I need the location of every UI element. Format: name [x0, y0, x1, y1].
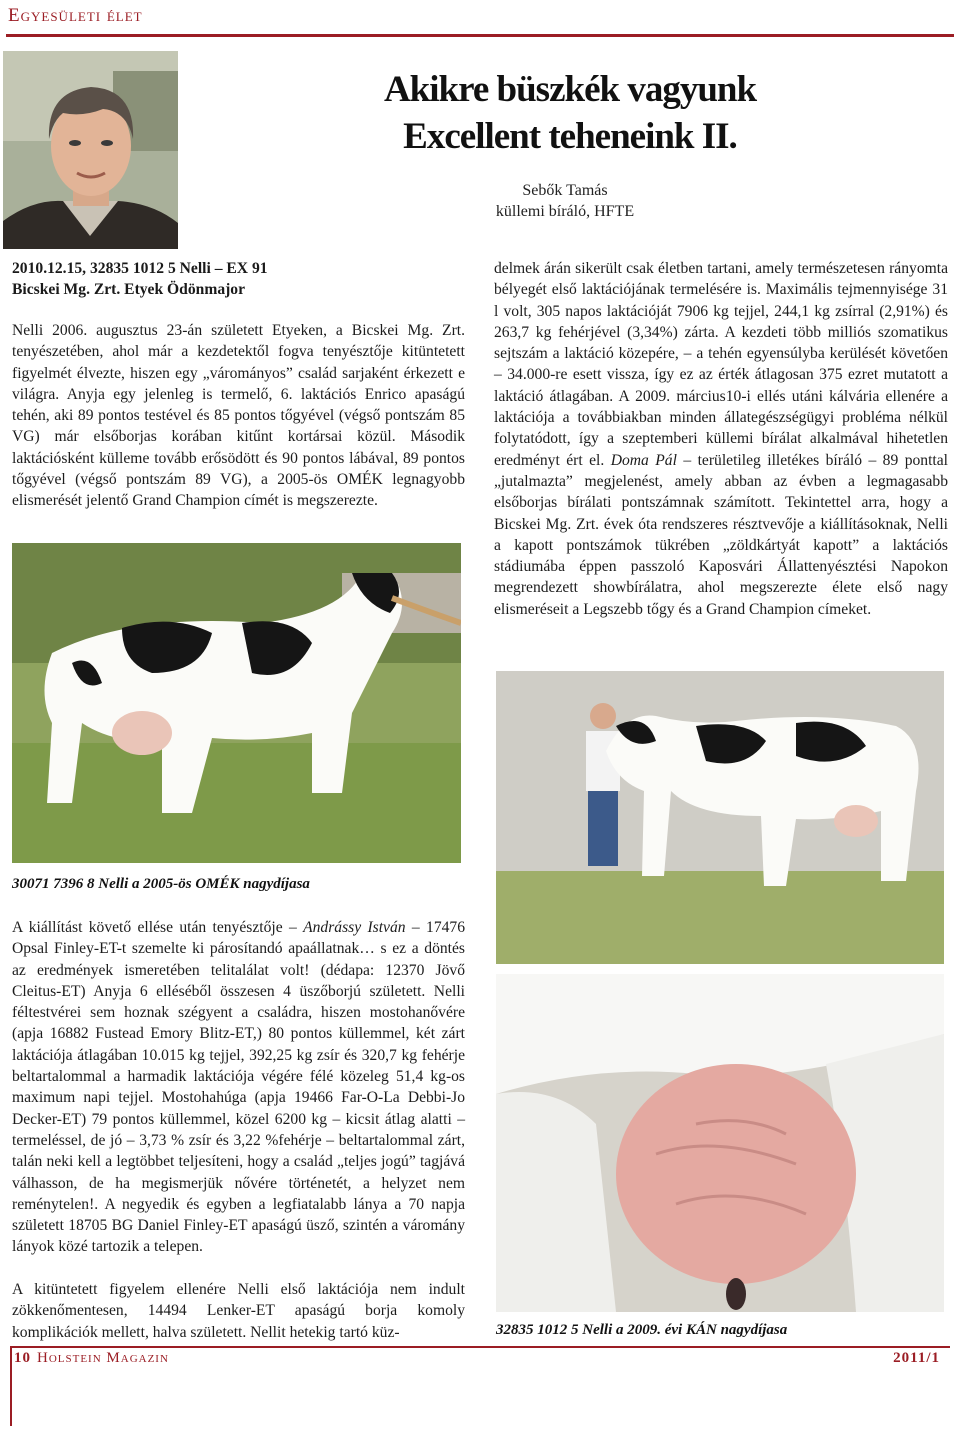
right-paragraph-1-part2: – területileg illetékes bíráló – 89 ponttal „jutalmazta” megjelenést, amely abban az évben a legmagasabb elsőborjas bírálati pontszámnak számított. Tekintettel arra, hogy a Bicskei Mg. Zrt. évek óta rendszeres résztvevője a kiállításoknak, Nelli a kapott pontszámok tükrében „zöldkártyát kapott” a laktációs stádiumába éppen passzoló Kaposvári Állattenyésztési Napokon megrendezett showbírálatra, ahol megszerezte élete első nagy elismeréseit a Legszebb tőgy és a Grand Champion címeket. — [494, 451, 949, 618]
cow-heading-line2: Bicskei Mg. Zrt. Etyek Ödönmajor — [12, 281, 246, 298]
caption-left-photo: 30071 7396 8 Nelli a 2005-ös OMÉK nagydíjasa — [12, 876, 310, 892]
right-paragraph-1 — [494, 258, 948, 620]
cow-heading-line1: 2010.12.15, 32835 1012 5 Nelli – EX 91 — [12, 260, 268, 277]
author-role: küllemi bíráló, HFTE — [495, 203, 635, 220]
left-paragraph-2-part2: – 17476 Opsal Finley-ET-t szemelte ki párosítandó apaállatnak… s ez a döntés az eredmények ismeretében telitalálat volt! (dédapa: 12370 Jövő Cleitus-ET) Anyja 6 elléséből összesen 4 üszőborjú született. Nelli féltestvérei sem hoznak szégyent a családra, hiszen mostohanővére (apja 16882 Fustead Emory Blitz-ET,) 80 pontos küllemmel, két zárt laktációja átlagában 10.015 kg tejjel, 392,25 kg zsír és 320,7 kg fehérje beltartalommal a harmadik laktációja végére félé közeleg 51,4 kg-os maximum napi tejjel. Mostohahúga (apja 19466 Far-O-La Debbi-Jo Decker-ET) 79 pontos küllemmel, közel 6200 kg – kicsit átlag alatti – termeléssel, de jó – 3,73 % zsír és 3,22 %fehérje – beltartalommal zárt, talán neki kell a legtöbbet teljesíteni, hogy a család „teljes jogú” tagjává válhasson, de ha megismerjük nővére történetét, a helyzet nem reménytelen!. A negyedik és egyben a legfiatalabb lánya a 70 napja született 18705 BG Daniel Finley-ET apaságú üsző, szintén a váromány lányok közé tartozik a telepen. — [12, 919, 466, 1256]
cow-photo-2005 — [12, 543, 461, 863]
magazine-name: Holstein Magazin — [37, 1350, 169, 1366]
left-paragraph-2 — [12, 917, 465, 1258]
breeder-name: Andrássy István — [303, 919, 406, 936]
header-rule — [6, 34, 954, 37]
judge-name: Doma Pál — [610, 451, 677, 469]
caption-right-photo: 32835 1012 5 Nelli a 2009. évi KÁN nagydíjasa — [496, 1322, 788, 1338]
article-title-line2: Excellent teheneink II. — [403, 116, 737, 157]
udder-closeup-photo — [496, 974, 944, 1312]
left-paragraph-2-part1: A kiállítást követő ellése után tenyésztője – — [12, 919, 304, 936]
author-name: Sebők Tamás — [522, 182, 608, 199]
left-paragraph-1: Nelli 2006. augusztus 23-án született Etyeken, a Bicskei Mg. Zrt. tenyészetében, ahol már a kezdetektől fogva tenyésztője kitüntetett figyelmét élvezte, hiszen egy „várományos” család sarjaként érkezett e világra. Anyja egy jelenleg is termelő, 6. laktációs Enrico apaságú tehén, aki 89 pontos testével és 85 pontos tőgyével (végső pontszám 85 VG) már elsőborjas korában kitűnt kortársai közül. Második laktációsként külleme tovább erősödött és 90 pontos lábával, 89 pontos tőgyével (végső pontszám 89 VG), a 2005-ös OMÉK legnagyobb elismerését jelentő Grand Champion címét is megszerezte. — [12, 322, 465, 510]
author-portrait-photo — [3, 51, 178, 249]
article-title-line1: Akikre büszkék vagyunk — [383, 69, 757, 110]
section-title: Egyesületi élet — [8, 5, 143, 26]
cow-photo-2009 — [496, 671, 944, 964]
right-paragraph-1-part1: delmek árán sikerült csak életben tartani, amely természetesen rányomta bélyegét első laktációjának termelésére is. Maximális tejmennyisége 31 l volt, 305 napos laktációját 7906 kg tejjel, 244,1 kg zsírral (2,91%) és 263,7 kg fehérjével (3,34%) zárta. A kezdeti több milliós szomatikus sejtszám a laktáció közepére, – a tehén egyensúlyba kerülését követően – 34.000-re esett vissza, így ez az érték átlagosan 375 ezret mutatott a laktáció átlagában. A 2009. március10-i ellés utáni kálvária ellenére a laktációja a továbbiakban minden állategészségügyi probléma nélkül folytatódott, így a szeptemberi küllemi bírálat alkalmával hihetetlen eredményt ért el. — [494, 260, 948, 469]
left-paragraph-3: A kitüntetett figyelem ellenére Nelli első laktációja nem indult zökkenőmentesen, 14494 Lenker-ET apaságú borja komoly komplikációk mellett, halva született. Nellit hetekig tartó küz- — [12, 1281, 465, 1341]
footer-vertical-rule — [10, 1346, 12, 1426]
page-number: 10 — [14, 1350, 31, 1366]
issue-number: 2011/1 — [893, 1350, 940, 1366]
footer-left — [14, 1350, 169, 1367]
footer-rule — [10, 1346, 950, 1348]
